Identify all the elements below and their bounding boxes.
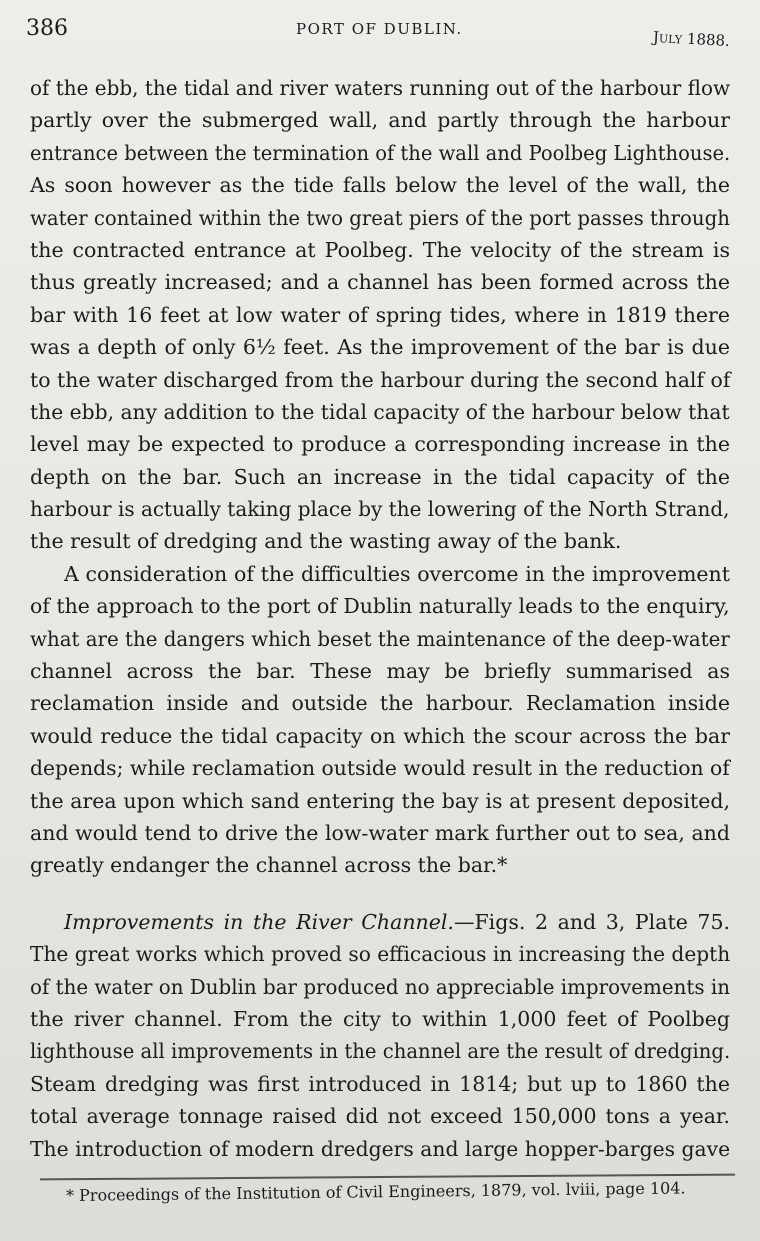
text-line: level may be expected to produce a corresponding increase in the — [30, 432, 730, 457]
text-line: bar with 16 feet at low water of spring tides, where in 1819 there — [30, 302, 730, 327]
page-number: 386 — [26, 16, 68, 41]
paragraph-tidal-scour — [30, 72, 730, 558]
text-line: The introduction of modern dredgers and large hopper-barges gave — [30, 1136, 731, 1161]
text-line: of the water on Dublin bar produced no appreciable improvements in — [30, 974, 730, 999]
page-header — [0, 16, 760, 50]
text-line: water contained within the two great piers of the port passes through — [30, 205, 730, 230]
text-line: channel across the bar. These may be briefly summarised as — [30, 659, 730, 684]
body-text — [30, 72, 730, 1165]
text-line: of the approach to the port of Dublin naturally leads to the enquiry, — [30, 594, 730, 619]
text-line: reclamation inside and outside the harbour. Reclamation inside — [30, 691, 730, 716]
text-line: and would tend to drive the low-water mark further out to sea, and — [30, 820, 730, 845]
text-line: the ebb, any addition to the tidal capacity of the harbour below that — [30, 399, 730, 424]
text-line: would reduce the tidal capacity on which the scour across the bar — [30, 723, 730, 748]
text-line: was a depth of only 6½ feet. As the improvement of the bar is due — [30, 335, 730, 360]
text-line: Steam dredging was first introduced in 1814; but up to 1860 the — [30, 1071, 730, 1096]
text-line: depends; while reclamation outside would result in the reduction of — [30, 756, 730, 781]
text-line: The great works which proved so efficacious in increasing the depth — [30, 942, 731, 967]
text-line: the area upon which sand entering the bay is at present deposited, — [30, 788, 730, 813]
section-heading-line — [30, 906, 730, 938]
section-heading: Improvements in the River Channel. — [64, 909, 454, 934]
section-gap — [30, 882, 730, 906]
text-line: As soon however as the tide falls below the level of the wall, the — [30, 173, 730, 198]
text-line: the result of dredging and the wasting away of the bank. — [30, 529, 622, 554]
text-line: what are the dangers which beset the maintenance of the deep-water — [30, 626, 730, 651]
issue-date: July 1888. — [652, 28, 731, 50]
running-title: PORT OF DUBLIN. — [296, 20, 463, 38]
figure-reference: —Figs. 2 and 3, Plate 75. — [453, 909, 731, 934]
text-line: entrance between the termination of the wall and Poolbeg Lighthouse. — [30, 140, 731, 165]
text-line: partly over the submerged wall, and partly through the harbour — [30, 108, 730, 133]
text-line: A consideration of the difficulties overcome in the improvement — [64, 561, 730, 586]
text-line: greatly endanger the channel across the bar.* — [30, 853, 508, 878]
paragraph-river-channel — [30, 906, 730, 1165]
text-line: harbour is actually taking place by the lowering of the North Strand, — [30, 497, 730, 522]
paragraph-dangers — [30, 558, 730, 882]
footnote: * Proceedings of the Institution of Civil Engineers, 1879, vol. lviii, page 104. — [65, 1178, 686, 1205]
text-line: lighthouse all improvements in the channel are the result of dredging. — [30, 1039, 731, 1064]
text-line: the river channel. From the city to within 1,000 feet of Poolbeg — [30, 1006, 730, 1031]
text-line: total average tonnage raised did not exceed 150,000 tons a year. — [30, 1104, 730, 1129]
text-line: thus greatly increased; and a channel has been formed across the — [30, 270, 730, 295]
text-line: to the water discharged from the harbour during the second half of — [30, 367, 731, 392]
text-line: the contracted entrance at Poolbeg. The velocity of the stream is — [30, 237, 730, 262]
text-line: of the ebb, the tidal and river waters running out of the harbour flow — [30, 76, 731, 100]
text-line: depth on the bar. Such an increase in the tidal capacity of the — [30, 464, 730, 489]
